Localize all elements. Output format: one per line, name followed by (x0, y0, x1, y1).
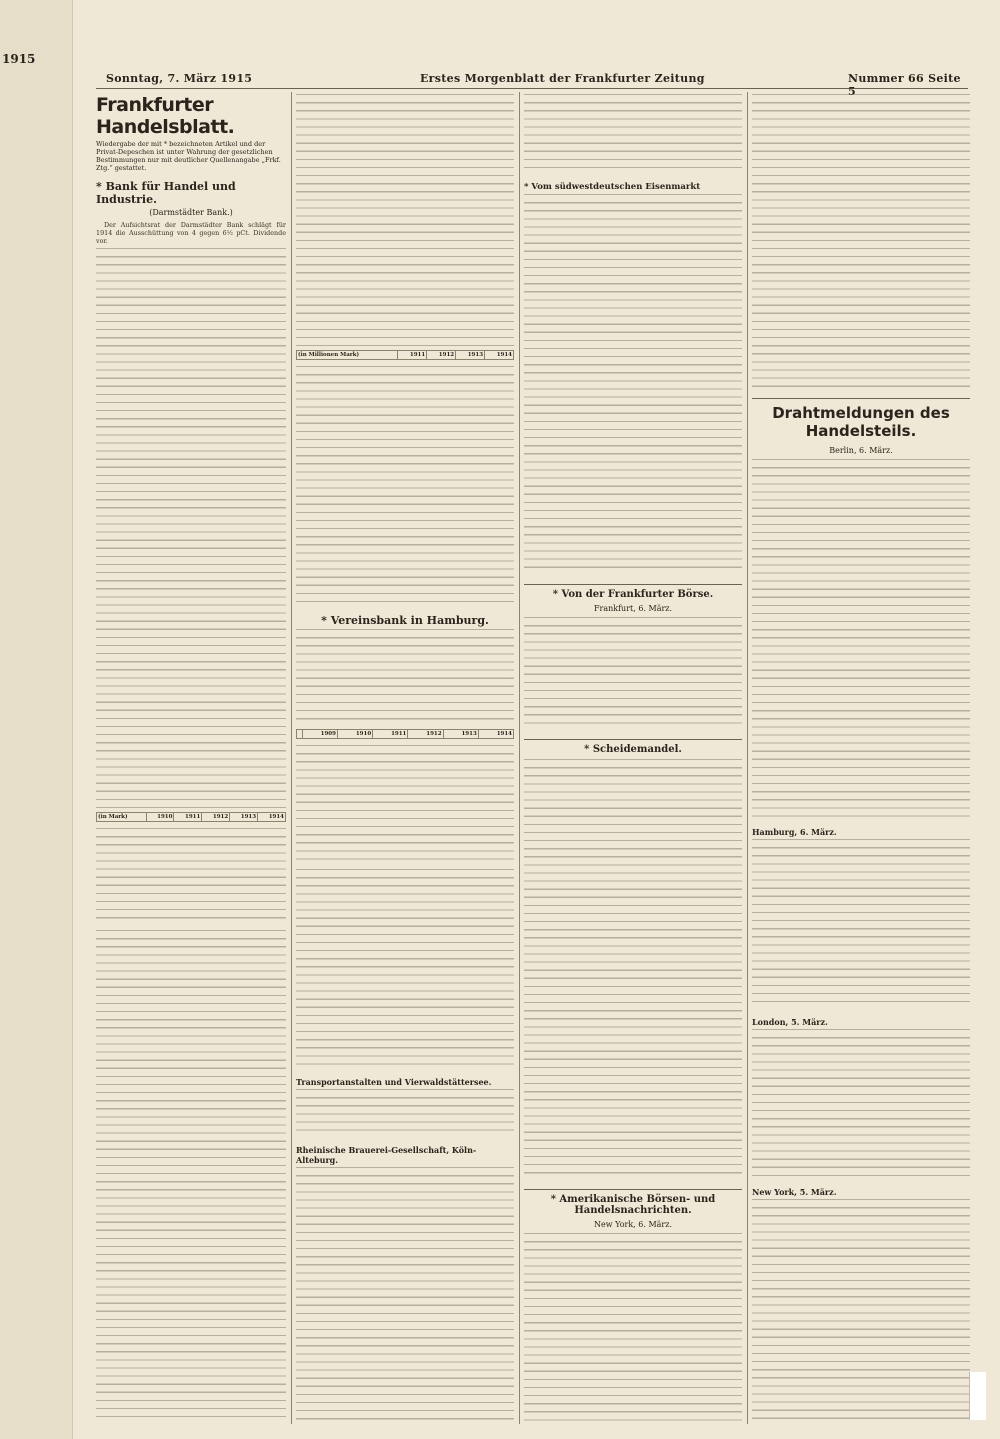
column-rule (291, 92, 292, 1424)
table-header: 1914 (478, 730, 513, 739)
masthead-note: Wiedergabe der mit * bezeichneten Artikel und der Privat-Depeschen ist unter Wahrung der gesetzlichen Bestimmungen nur mit deutlicher Quellenangabe „Frkf. Ztg.“ gestattet. (96, 140, 281, 172)
table-header: 1912 (427, 351, 456, 360)
article-body-lines (524, 194, 742, 574)
column-4 (752, 94, 970, 1424)
table-body-lines (296, 745, 514, 865)
table-header: 1914 (258, 813, 286, 822)
article-body-lines (96, 930, 286, 1424)
column-rule (747, 92, 748, 1424)
section-title: * Amerikanische Börsen- und Handelsnachrichten. (524, 1189, 742, 1216)
article-body-lines (524, 94, 742, 174)
article-body-lines (296, 94, 514, 346)
table-header: 1912 (202, 813, 230, 822)
column-rule (519, 92, 520, 1424)
dateline: Berlin, 6. März. (829, 446, 893, 455)
table-header: 1912 (408, 730, 443, 739)
section-title: * Von der Frankfurter Börse. (524, 584, 742, 600)
table-header: 1911 (373, 730, 408, 739)
article-body-lines (96, 248, 286, 808)
column-1 (96, 94, 286, 1424)
table-body-lines (296, 366, 514, 606)
article-body-lines (752, 1199, 970, 1424)
column-3 (524, 94, 742, 1424)
article-body-lines (296, 629, 514, 725)
table-header: 1911 (398, 351, 427, 360)
article-body-lines (752, 459, 970, 819)
dateline: Hamburg, 6. März. (752, 827, 837, 837)
masthead: Frankfurter Handelsblatt. (96, 94, 235, 138)
article-body-lines (752, 94, 970, 390)
page-header (96, 72, 968, 98)
article-body-lines (524, 1233, 742, 1424)
scan-edge-mark (969, 1372, 986, 1420)
bank-table (96, 812, 286, 822)
article-body-lines (296, 1167, 514, 1424)
article-lead: Der Aufsichtsrat der Darmstädter Bank schlägt für 1914 die Ausschüttung von 4 gegen 6½ pCt. Dividende vor. (96, 221, 286, 246)
subsection-title: Rheinische Brauerei-Gesellschaft, Köln-Alteburg. (296, 1145, 477, 1165)
dateline: London, 5. März. (752, 1017, 828, 1027)
dateline: New York, 6. März. (593, 1220, 672, 1229)
table-header: 1911 (174, 813, 202, 822)
article-body-lines (524, 617, 742, 729)
section-title: Drahtmeldungen des Handelsteils. (752, 398, 970, 440)
article-text (96, 221, 286, 245)
table-header: 1913 (443, 730, 478, 739)
table-header: 1909 (302, 730, 337, 739)
section-title: * Vereinsbank in Hamburg. (321, 614, 489, 627)
article-body-lines (752, 839, 970, 1009)
left-page-margin (0, 0, 73, 1439)
article-body-lines (296, 1089, 514, 1137)
table-row (297, 730, 514, 739)
section-subtitle: (Darmstädter Bank.) (149, 208, 233, 217)
section-title: * Scheidemandel. (524, 739, 742, 755)
table-header: (in Mark) (97, 813, 147, 822)
article-body-lines (524, 759, 742, 1179)
table-header: (in Millionen Mark) (297, 351, 398, 360)
dateline: Frankfurt, 6. März. (593, 604, 673, 613)
header-edition: Erstes Morgenblatt der Frankfurter Zeitung (420, 72, 705, 85)
header-date: Sonntag, 7. März 1915 (106, 72, 253, 85)
balance-table (296, 350, 514, 360)
article-body-lines (752, 1029, 970, 1179)
vereinsbank-table (296, 729, 514, 739)
article-body-lines (296, 869, 514, 1069)
section-title: * Bank für Handel und Industrie. (96, 180, 236, 206)
table-body-lines (96, 828, 286, 924)
table-header: 1913 (230, 813, 258, 822)
column-2 (296, 94, 514, 1424)
dateline: New York, 5. März. (752, 1187, 837, 1197)
table-header: 1910 (146, 813, 174, 822)
year-label: 1915 (2, 52, 36, 66)
table-header: 1910 (337, 730, 372, 739)
table-header: 1913 (456, 351, 485, 360)
table-row (297, 351, 514, 360)
section-title: * Vom südwestdeutschen Eisenmarkt (524, 182, 701, 192)
table-row (97, 813, 286, 822)
subsection-title: Transportanstalten und Vierwaldstättersee. (296, 1077, 492, 1087)
header-number: Nummer 66 Seite 5 (848, 72, 961, 98)
table-header: 1914 (485, 351, 514, 360)
